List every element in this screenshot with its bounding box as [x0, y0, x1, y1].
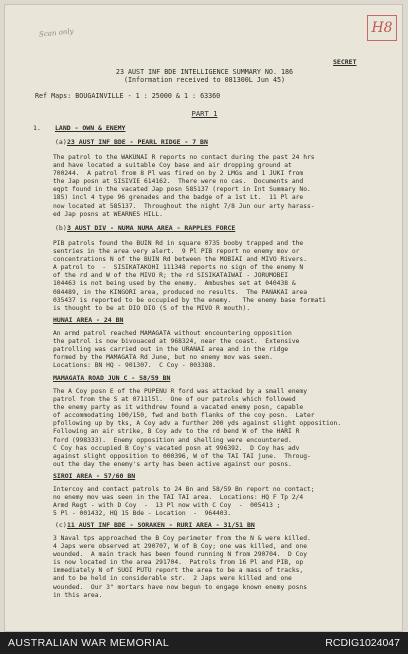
subsection-text: The patrol to the WAKUNAI R reports no contact during the past 24 hrs and have located a suitable Coy base and air dropping ground at 700244. A patrol from 8 Pl was fired on by 2 LMGs and 1 JUKI from the Jap posn at SISIVIE 614162. There were no cas. Documents and eqpt found in the vacated Jap posn 585137 (report in Int Summary No. 185) incl 4 type 96 grenades and the badge of a 1st Lt. 11 Pl are now located at 585137. Throughout the night 7/8 Jun our arty harass- ed Jap posns at WEARNES HILL.: [53, 154, 315, 218]
subsection-text: An armd patrol reached MAMAGATA without encountering opposition the patrol is now bivouaced at 968324, near the coast. Extensive patrolling was carried out in the URANAI area and in the ridge formed by the MAMAGATA Rd June, but no enemy mov was seen. Locations: BN HQ - 901307. C Coy - 003388.: [53, 330, 300, 370]
ref-maps: Ref Maps: BOUGAINVILLE - 1 : 25000 & 1 : 63360: [35, 92, 221, 100]
classification-label: SECRET: [333, 58, 357, 66]
document-subtitle: (Information received to 081300L Jun 45): [123, 76, 286, 84]
subsection-text: 3 Naval tps approached the B Coy perimeter from the N & were killed. 4 Japs were observed at 290707, W of B Coy; one was killed, and one wounded. A main track has been found running N from 290704. D Coy is now located in the area 291704. Patrols from 16 Pl and PIB, op immediately N of SUOI PUTU report the area to be a mass of tracks, and to be held in considerable str. 2 Japs were killed and one wounded. Our 3" mortars have now begun to engage known enemy posns in this area.: [53, 535, 311, 599]
archive-name: AUSTRALIAN WAR MEMORIAL: [8, 637, 170, 649]
subsection-label: (a): [55, 138, 67, 146]
section-title: LAND - OWN & ENEMY: [55, 124, 126, 132]
subsection-label: (c): [55, 521, 67, 529]
subsection-text: PIB patrols found the BUIN Rd in square 0735 booby trapped and the sentries in the area very alert. 9 Pl PIB report no enemy mov or concentrations N of the BUIN Rd between the MOBIAI and MIVO Rivers. A patrol to - SISIKATAKOHI 111348 reports no sign of the enemy N of the rd and W of the MIVO R; the rd SISIKATAIWAI - JORUMOBEI 104463 is not being used by the enemy. Ambushes set at 040438 & 084489, in the KINGORI area, produced no results. The PANAKAI area 035437 is reported to be occupied by the enemy. The enemy base formati is thought to be at DIO DIO (S of the MIVO R mouth).: [53, 240, 326, 312]
subsection-title: 11 AUST INF BDE - SORAKEN - RURI AREA - 31/51 BN: [67, 521, 255, 529]
record-id: RCDIG1024047: [325, 637, 400, 649]
archive-footer: [0, 632, 408, 654]
subsection-title: 3 AUST DIV - NUMA NUMA AREA - RAPPLES FORCE: [67, 224, 236, 232]
subsection-text: Intercoy and contact patrols to 24 Bn and 58/59 Bn report no contact; no enemy mov was seen in the TAI TAI area. Locations: HQ F Tp 2/4 Armd Regt - with D Coy - 13 Pl now with C Coy - 005413 ; 5 Pl - 001432, HQ 15 Bde - Location - 964403.: [53, 486, 315, 518]
subsection-text: The A Coy posn E of the PUPENU R ford was attacked by a small enemy patrol from the S at 0711l5l. One of our patrols which followed the enemy party as it withdrew found a vacated enemy posn, capable of accommodating 100/150, fwd and both flanks of the coy posn. Later pfollowing up by tks, A Coy adv a further 200 yds against slight opposition. Following an air strike, B Coy adv to the rd bend W of the HARI R ford (998333). Enemy opposition and shelling were encountered. C Coy has occupied B Coy's vacated posn at 996392. D Coy has adv against slight opposition to 000396, W of the TAI TAI june. Throug- out the day the enemy's arty has been active against our posns.: [53, 388, 342, 468]
document-title: 23 AUST INF BDE INTELLIGENCE SUMMARY NO. 186: [115, 68, 294, 76]
part-heading: PART 1: [191, 109, 218, 118]
subsection-title: HUNAI AREA - 24 BN: [53, 316, 124, 324]
subsection-title: MAMAGATA ROAD JUN C - 58/59 BN: [53, 374, 171, 382]
subsection-title: 23 AUST INF BDE - PEARL RIDGE - 7 BN: [67, 138, 208, 146]
stamp-h8: H8: [367, 15, 397, 41]
subsection-title: SIROI AREA - 57/60 BN: [53, 472, 136, 480]
document-page: [4, 4, 403, 632]
subsection-label: (b): [55, 224, 67, 232]
section-number: 1.: [33, 124, 41, 132]
handwritten-note: Scan only: [38, 27, 74, 39]
